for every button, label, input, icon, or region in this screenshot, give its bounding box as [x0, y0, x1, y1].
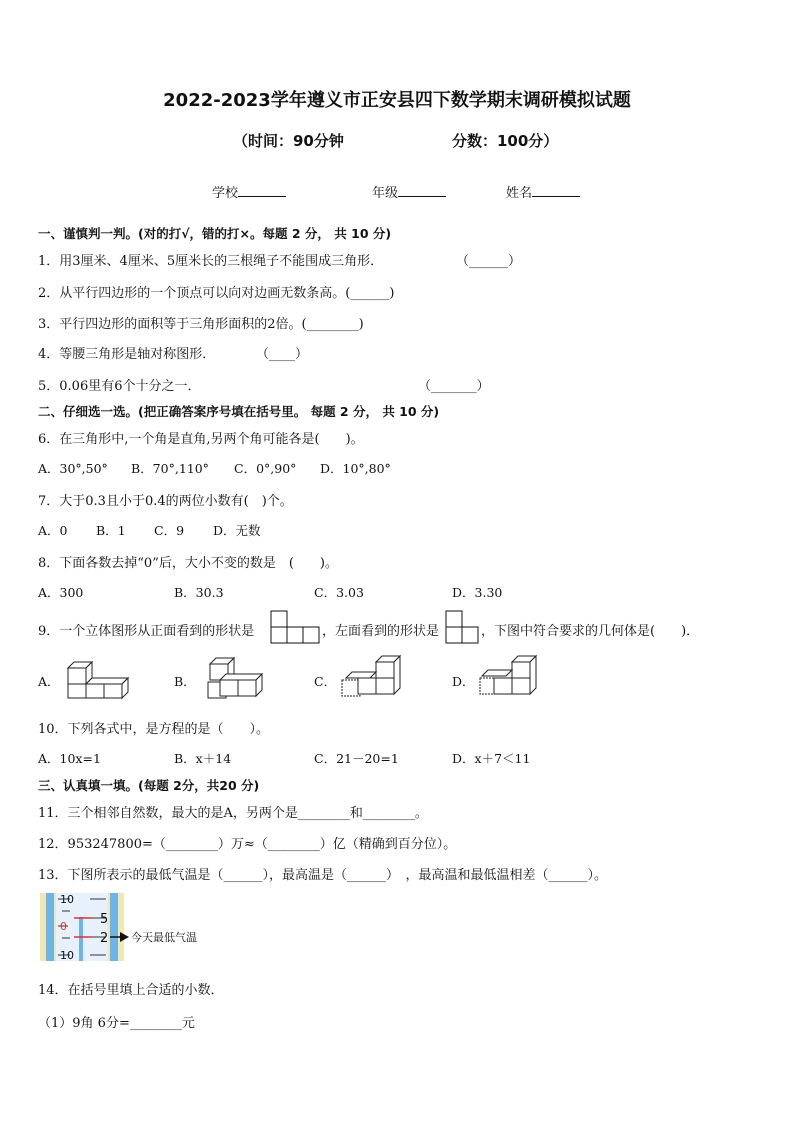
- question-11: 11．三个相邻自然数，最大的是A，另两个是________和________。: [38, 806, 428, 821]
- q9-option-c-blocks[interactable]: [340, 654, 404, 700]
- thermo-label: 今天最低气温: [131, 931, 197, 944]
- thermo-tick-bottom: 10: [60, 949, 74, 961]
- front-view-figure: [270, 610, 320, 644]
- question-1: 1．用3厘米、4厘米、5厘米长的三根绳子不能围成三角形．: [38, 254, 384, 269]
- page-title: 2022-2023学年遵义市正安县四下数学期末调研模拟试题: [163, 90, 631, 111]
- question-6: 6．在三角形中,一个角是直角,另两个角可能各是( )。: [38, 432, 364, 447]
- question-14: 14．在括号里填上合适的小数．: [38, 983, 224, 998]
- q9-option-b[interactable]: B．: [174, 674, 196, 689]
- q9-option-d[interactable]: D．: [452, 674, 475, 689]
- q10-option-d[interactable]: D．x＋7＜11: [452, 751, 531, 766]
- question-7: 7．大于0.3且小于0.4的两位小数有( )个。: [38, 494, 293, 509]
- question-5: 5．0.06里有6个十分之一．: [38, 379, 201, 394]
- name-field[interactable]: [506, 182, 580, 201]
- q8-option-a[interactable]: A．300: [38, 585, 84, 600]
- question-9-part-3: ，下图中符合要求的几何体是( )．: [481, 624, 700, 639]
- q8-option-c[interactable]: C．3.03: [314, 585, 364, 600]
- q7-option-d[interactable]: D．无数: [213, 523, 261, 538]
- q9-option-a-blocks[interactable]: [66, 656, 132, 700]
- question-4-answer[interactable]: （____）: [256, 347, 309, 362]
- section-2-heading: 二、仔细选一选。(把正确答案序号填在括号里。 每题 2 分， 共 10 分): [38, 404, 440, 419]
- thermo-tick-zero: 0: [60, 920, 67, 933]
- q10-option-c[interactable]: C．21－20=1: [314, 751, 399, 766]
- school-field[interactable]: [212, 182, 286, 201]
- q8-option-d[interactable]: D．3.30: [452, 585, 503, 600]
- question-3: 3．平行四边形的面积等于三角形面积的2倍。(________): [38, 317, 364, 332]
- q9-option-b-blocks[interactable]: [200, 656, 270, 702]
- question-9-part-2: ，左面看到的形状是: [322, 624, 440, 639]
- q10-option-b[interactable]: B．x＋14: [174, 751, 232, 766]
- question-2: 2．从平行四边形的一个顶点可以向对边画无数条高。(______): [38, 286, 395, 301]
- question-10: 10．下列各式中，是方程的是（ ）。: [38, 722, 270, 737]
- section-1-heading: 一、谨慎判一判。(对的打√，错的打×。每题 2 分， 共 10 分): [38, 226, 392, 241]
- question-14-part-1: （1）9角 6分=________元: [38, 1016, 195, 1031]
- question-13: 13．下图所表示的最低气温是（______），最高温是（______） ，最高温和最低温相差（______）。: [38, 868, 608, 883]
- q6-option-a[interactable]: A．30°,50°: [38, 461, 108, 476]
- q8-option-b[interactable]: B．30.3: [174, 585, 224, 600]
- grade-field[interactable]: [372, 182, 446, 201]
- section-3-heading: 三、认真填一填。(每题 2分，共20 分): [38, 778, 260, 793]
- question-5-answer[interactable]: （_______）: [418, 379, 490, 394]
- q6-option-c[interactable]: C．0°,90°: [234, 461, 297, 476]
- q9-option-a[interactable]: A．: [38, 674, 60, 689]
- q6-option-b[interactable]: B．70°,110°: [131, 461, 209, 476]
- question-12: 12．953247800=（________）万≈（________）亿（精确到百分位）。: [38, 837, 457, 852]
- thermo-tick-high: 5: [100, 912, 109, 927]
- question-9-part-1: 9．一个立体图形从正面看到的形状是: [38, 624, 255, 639]
- q10-option-a[interactable]: A．10x=1: [38, 751, 101, 766]
- q7-option-b[interactable]: B．1: [96, 523, 126, 538]
- score-label: 分数：100分）: [452, 132, 559, 150]
- q7-option-c[interactable]: C．9: [154, 523, 185, 538]
- thermometer-figure: [40, 893, 210, 961]
- name-label: 姓名: [506, 186, 533, 201]
- question-4: 4．等腰三角形是轴对称图形．: [38, 347, 216, 362]
- q7-option-a[interactable]: A．0: [38, 523, 68, 538]
- question-8: 8．下面各数去掉“0”后，大小不变的数是 ( )。: [38, 556, 338, 571]
- thermo-tick-low: 2: [100, 931, 109, 946]
- left-view-figure: [445, 610, 479, 644]
- grade-label: 年级: [372, 186, 399, 201]
- thermo-tick-top: 10: [60, 893, 74, 906]
- q6-option-d[interactable]: D．10°,80°: [320, 461, 391, 476]
- q9-option-c[interactable]: C．: [314, 674, 337, 689]
- time-label: （时间：90分钟: [233, 132, 344, 150]
- q9-option-d-blocks[interactable]: [478, 654, 544, 700]
- arrow-icon: [120, 932, 129, 942]
- school-label: 学校: [212, 186, 239, 201]
- question-1-answer[interactable]: （______）: [456, 254, 522, 269]
